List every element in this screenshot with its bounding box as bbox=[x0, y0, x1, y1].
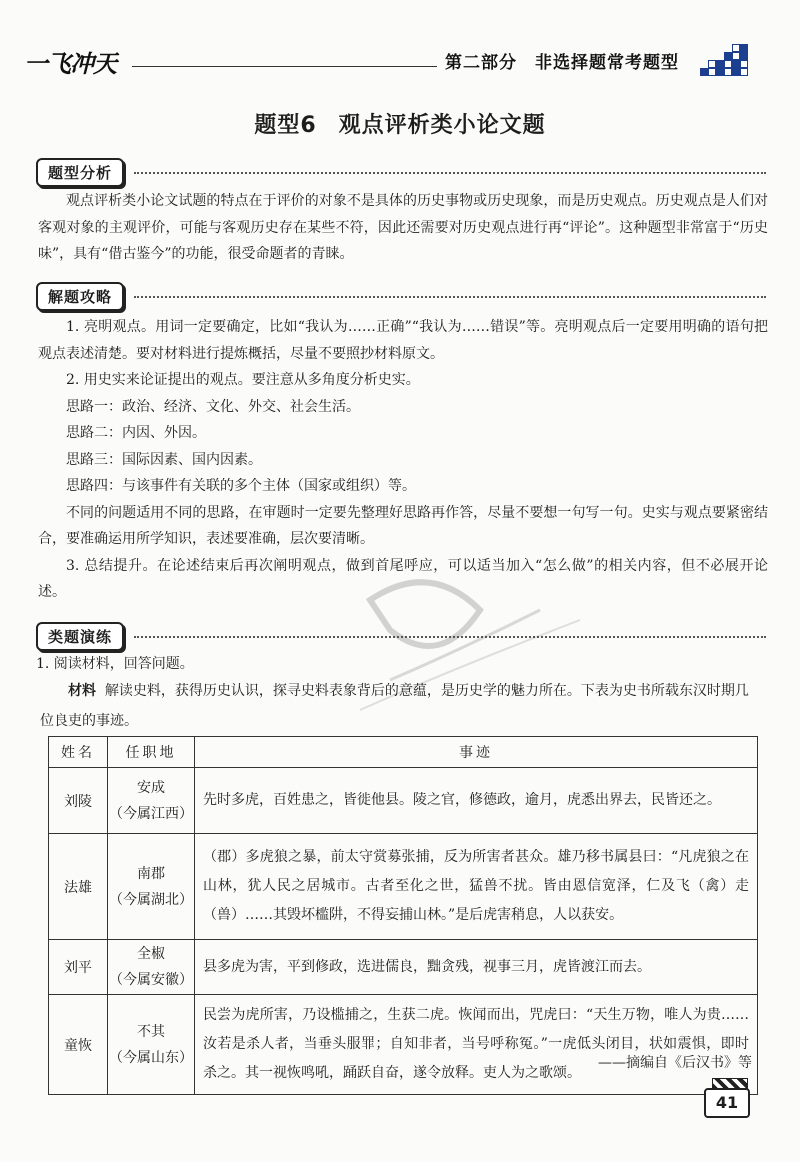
post-location bbox=[108, 768, 195, 834]
material-label: 材料 bbox=[68, 683, 96, 699]
official-deeds: 民尝为虎所害，乃设槛捕之，生获二虎。恢闻而出，咒虎曰：“天生万物，唯人为贵……汝若是杀人者，当垂头服罪；自知非者，当号呼称冤。”一虎低头闭目，状如震惧，即时杀之。其一视恢鸣吼，踊跃自奋，遂令放释。吏人为之歌颂。 bbox=[195, 995, 758, 1095]
column-header: 事迹 bbox=[195, 737, 758, 768]
place-note: （今属山东） bbox=[109, 1049, 193, 1066]
strategy-item: 思路四：与该事件有关联的多个主体（国家或组织）等。 bbox=[66, 478, 416, 494]
header-rule bbox=[132, 66, 437, 67]
place-name: 南郡 bbox=[137, 865, 165, 882]
place-name: 全椒 bbox=[137, 946, 165, 962]
officials-table bbox=[48, 736, 758, 1095]
checker-decoration-icon bbox=[700, 44, 748, 76]
place-note: （今属江西） bbox=[109, 805, 193, 822]
place-note: （今属安徽） bbox=[109, 972, 193, 988]
material-text: 解读史料，获得历史认识，探寻史料表象背后的意蕴，是历史学的魅力所在。下表为史书所载东汉时期几位良吏的事迹。 bbox=[40, 683, 749, 729]
practice-label: 类题演练 bbox=[36, 622, 124, 651]
table-row bbox=[49, 995, 758, 1095]
analysis-paragraph bbox=[38, 188, 768, 268]
strategy-item: 3. 总结提升。在论述结束后再次阐明观点，做到首尾呼应，可以适当加入“怎么做”的相关内容，但不必展开论述。 bbox=[38, 557, 768, 600]
post-location bbox=[108, 995, 195, 1095]
column-header: 任职地 bbox=[108, 737, 195, 768]
official-name: 童恢 bbox=[49, 995, 108, 1095]
table-header-row bbox=[49, 737, 758, 768]
material-block bbox=[40, 676, 760, 736]
strategy-item: 思路三：国际因素、国内因素。 bbox=[66, 451, 262, 468]
strategy-item: 2. 用史实来论证提出的观点。要注意从多角度分析史实。 bbox=[66, 372, 420, 388]
official-name: 刘平 bbox=[49, 940, 108, 995]
official-deeds: 县多虎为害，平到修政，选进儒良，黜贪残，视事三月，虎皆渡江而去。 bbox=[195, 940, 758, 995]
series-logo: 一飞冲天 bbox=[24, 50, 116, 78]
page-number: 41 bbox=[704, 1088, 750, 1118]
title-text: 观点评析类小论文题 bbox=[338, 113, 546, 138]
table-row bbox=[49, 834, 758, 940]
official-name: 刘陵 bbox=[49, 768, 108, 834]
strategy-item: 不同的问题适用不同的思路，在审题时一定要先整理好思路再作答，尽量不要想一句写一句。史实与观点要紧密结合，要准确运用所学知识，表述要准确，层次要清晰。 bbox=[38, 504, 768, 547]
practice-label-row bbox=[36, 622, 766, 648]
column-header: 姓名 bbox=[49, 737, 108, 768]
official-name: 法雄 bbox=[49, 834, 108, 940]
strategy-item: 1. 亮明观点。用词一定要确定，比如“我认为……正确”“我认为……错误”等。亮明观点后一定要用明确的语句把观点表述清楚。要对材料进行提炼概括，尽量不要照抄材料原文。 bbox=[38, 319, 768, 362]
analysis-label: 题型分析 bbox=[36, 158, 124, 187]
table-row bbox=[49, 940, 758, 995]
analysis-label-row bbox=[36, 158, 766, 184]
section-title: 第二部分 非选择题常考题型 bbox=[445, 53, 679, 73]
official-deeds: 先时多虎，百姓患之，皆徙他县。陵之官，修德政，逾月，虎悉出界去，民皆还之。 bbox=[195, 768, 758, 834]
page-header bbox=[20, 40, 750, 80]
place-name: 安成 bbox=[137, 779, 165, 796]
title-number: 题型6 bbox=[254, 113, 317, 138]
post-location bbox=[108, 940, 195, 995]
strategy-item: 思路二：内因、外因。 bbox=[66, 425, 206, 441]
dotted-rule bbox=[134, 172, 766, 174]
post-location bbox=[108, 834, 195, 940]
source-citation: ——摘编自《后汉书》等 bbox=[598, 1055, 752, 1071]
question-line: 1. 阅读材料，回答问题。 bbox=[36, 656, 194, 672]
page-title bbox=[0, 108, 800, 139]
dotted-rule bbox=[134, 296, 766, 298]
strategy-label-row bbox=[36, 282, 766, 308]
analysis-text: 观点评析类小论文试题的特点在于评价的对象不是具体的历史事物或历史现象，而是历史观点。历史观点是人们对客观对象的主观评价，可能与客观历史存在某些不符，因此还需要对历史观点进行再“评论”。这种题型非常富于“历史味”，具有“借古鉴今”的功能，很受命题者的青睐。 bbox=[38, 193, 768, 262]
place-note: （今属湖北） bbox=[109, 891, 193, 908]
place-name: 不其 bbox=[137, 1023, 165, 1040]
dotted-rule bbox=[134, 636, 766, 638]
strategy-label: 解题攻略 bbox=[36, 282, 124, 311]
official-deeds: （郡）多虎狼之暴，前太守赏募张捕，反为所害者甚众。雄乃移书属县曰：“凡虎狼之在山林，犹人民之居城市。古者至化之世，猛兽不扰。皆由恩信宽泽，仁及飞（禽）走（兽）……其毁坏槛阱，不得妄捕山林。”是后虎害稍息，人以获安。 bbox=[195, 834, 758, 940]
strategy-item: 思路一：政治、经济、文化、外交、社会生活。 bbox=[66, 398, 360, 415]
table-row bbox=[49, 768, 758, 834]
